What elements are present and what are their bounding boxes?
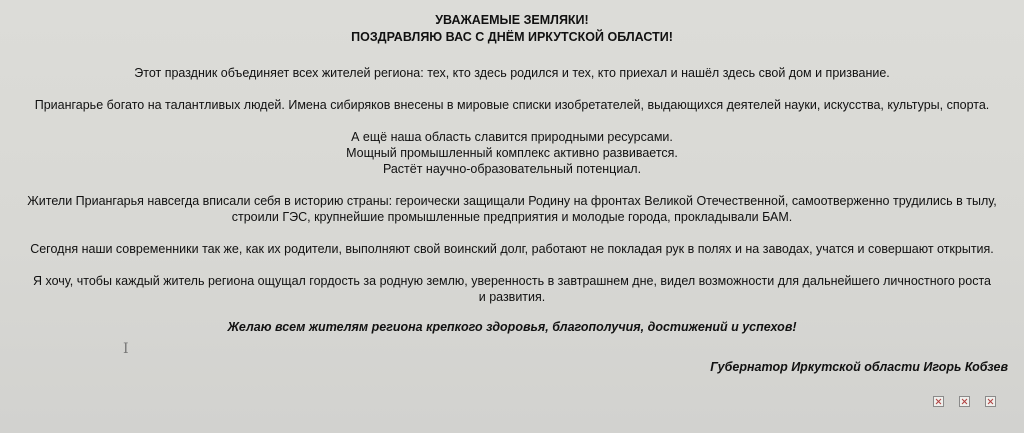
paragraph-6-line-2: и развития. (478, 290, 546, 304)
paragraph-3-line-3: Растёт научно-образовательный потенциал. (382, 162, 642, 176)
paragraph-6-line-1: Я хочу, чтобы каждый житель региона ощущал гордость за родную землю, уверенность в завтрашнем дне, видел возможности для дальнейшего личностного роста (33, 274, 991, 288)
paragraph-6 (0, 273, 1024, 305)
paragraph-3 (0, 129, 1024, 177)
paragraph-1: Этот праздник объединяет всех жителей региона: тех, кто здесь родился и тех, кто приехал и нашёл здесь свой дом и призвание. (134, 66, 890, 80)
paragraph-5: Сегодня наши современники так же, как их родители, выполняют свой воинский долг, работают не покладая рук в полях и на заводах, учатся и совершают открытия. (30, 242, 994, 256)
broken-image-icon[interactable] (959, 396, 970, 407)
paragraph-3-line-1: А ещё наша область славится природными ресурсами. (351, 130, 673, 144)
closing-wish: Желаю всем жителям региона крепкого здоровья, благополучия, достижений и успехов! (227, 320, 797, 334)
paragraph-3-line-2: Мощный промышленный комплекс активно развивается. (346, 146, 678, 160)
broken-image-icons (933, 396, 996, 407)
text-cursor-icon: I (123, 341, 129, 357)
paragraph-4 (0, 193, 1024, 225)
broken-image-icon[interactable] (985, 396, 996, 407)
title-line-2: ПОЗДРАВЛЯЮ ВАС С ДНЁМ ИРКУТСКОЙ ОБЛАСТИ! (351, 30, 673, 44)
paragraph-2: Приангарье богато на талантливых людей. Имена сибиряков внесены в мировые списки изобретателей, выдающихся деятелей науки, искусства, культуры, спорта. (34, 98, 990, 112)
paragraph-4-line-2: строили ГЭС, крупнейшие промышленные предприятия и молодые города, прокладывали БАМ. (231, 210, 793, 224)
broken-image-icon[interactable] (933, 396, 944, 407)
paragraph-4-line-1: Жители Приангарья навсегда вписали себя в историю страны: героически защищали Родину на фронтах Великой Отечественной, самоотверженно трудились в тылу, (27, 194, 997, 208)
signature: Губернатор Иркутской области Игорь Кобзев (710, 360, 1008, 374)
title-line-1: УВАЖАЕМЫЕ ЗЕМЛЯКИ! (435, 13, 589, 27)
greeting-document (0, 12, 1024, 335)
